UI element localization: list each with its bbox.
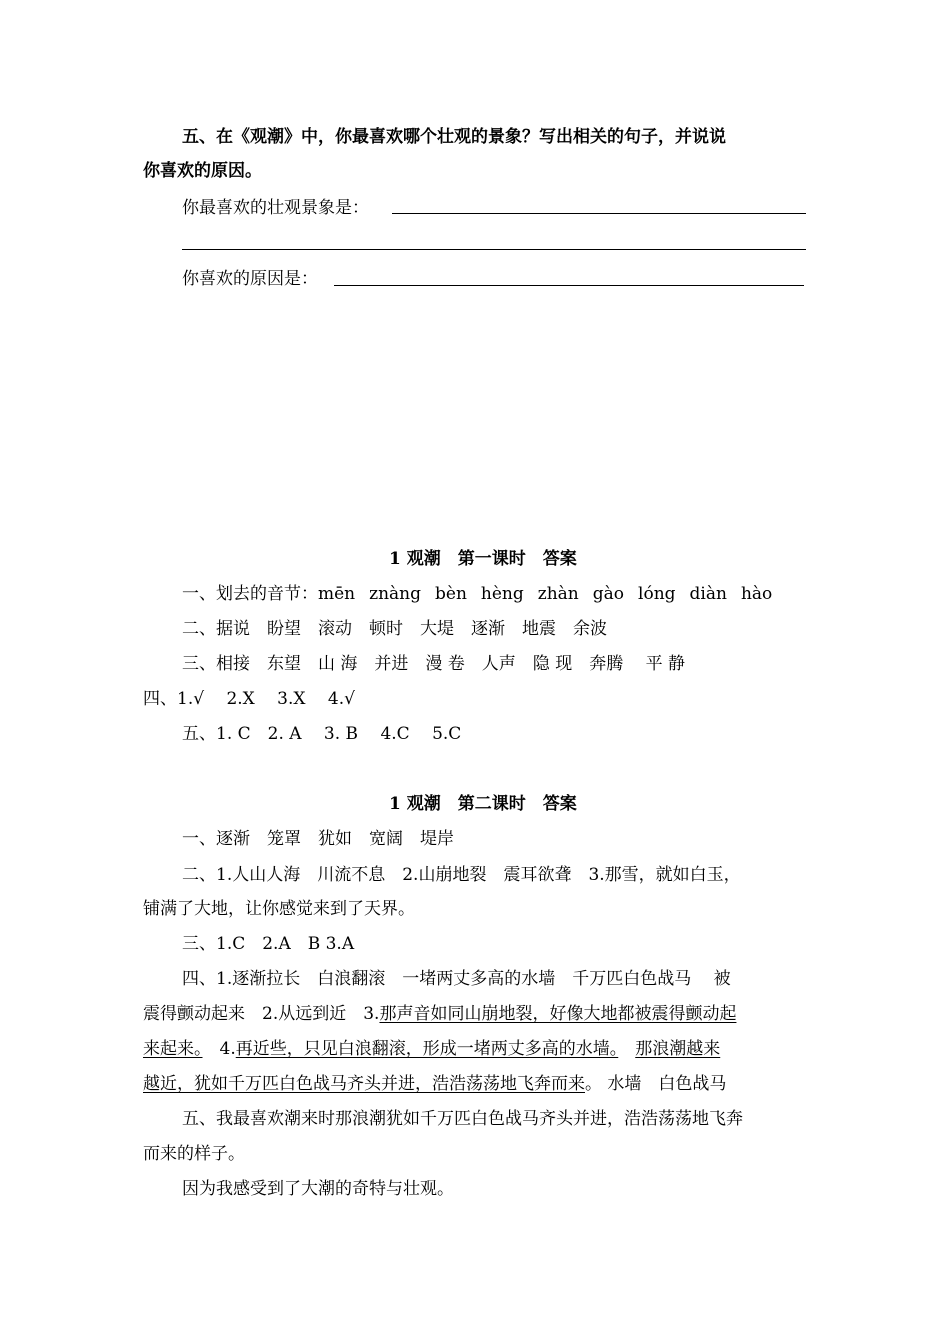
underlined-sentence: 越近，犹如千万匹白色战马齐头并进，浩浩荡荡地飞奔而来: [143, 1074, 585, 1094]
answer-1-q3: 三、相接 东望 山 海 并进 漫 卷 人声 隐 现 奔腾 平 静: [182, 654, 686, 674]
syllable: hèng: [480, 584, 524, 604]
question-5-line-1: 五、在《观潮》中，你最喜欢哪个壮观的景象？写出相关的句子，并说说: [182, 127, 726, 147]
answer-2-q3: 三、1.C 2.A B 3.A: [182, 934, 355, 954]
syllable: zhàn: [537, 584, 579, 604]
answer-1-q4: 四、1.√ 2.X 3.X 4.√: [143, 689, 355, 709]
syllable: lóng: [638, 584, 676, 604]
answer-2-q1: 一、逐渐 笼罩 犹如 宽阔 堤岸: [182, 829, 454, 849]
syllable: bèn: [435, 584, 467, 604]
answer-1-title: 1 观潮 第一课时 答案: [389, 549, 577, 569]
answer-2-q4-line-4: [143, 1073, 726, 1095]
q4-text: [618, 1039, 635, 1059]
underlined-sentence: 那浪潮越来: [635, 1039, 721, 1059]
answer-2-q5-line-1: 五、我最喜欢潮来时那浪潮犹如千万匹白色战马齐头并进，浩浩荡荡地飞奔: [182, 1109, 743, 1129]
answer-1-q5: 五、1. C 2. A 3. B 4.C 5.C: [182, 724, 462, 744]
syllable: hào: [740, 584, 773, 604]
answer-1-q1-label: 一、划去的音节：: [182, 584, 318, 604]
reason-answer-line[interactable]: [334, 285, 804, 286]
answer-2-q4-line-3: [143, 1038, 720, 1060]
question-5-line-2: 你喜欢的原因。: [143, 161, 262, 181]
underlined-sentence: 那声音如同山崩地裂，好像大地都被震得颤动起: [379, 1004, 737, 1024]
pinyin-syllables: [318, 584, 772, 604]
answer-2-q5-line-3: 因为我感受到了大潮的奇特与壮观。: [182, 1179, 454, 1199]
answer-2-q2-line-1: 二、1.人山人海 川流不息 2.山崩地裂 震耳欲聋 3.那雪，就如白玉，: [182, 865, 741, 885]
q4-text: 震得颤动起来 2.从远到近 3.: [143, 1004, 380, 1024]
answer-1-q1: [182, 583, 772, 605]
underlined-sentence: 来起来。: [143, 1039, 203, 1059]
syllable: gào: [592, 584, 625, 604]
syllable: znàng: [369, 584, 422, 604]
reason-field-label: 你喜欢的原因是：: [182, 269, 318, 289]
syllable: diàn: [689, 584, 727, 604]
syllable: mēn: [318, 584, 356, 604]
answer-2-q4-line-2: [143, 1003, 736, 1025]
q4-text: 。 水墙 白色战马: [585, 1074, 727, 1094]
answer-2-q5-line-2: 而来的样子。: [143, 1144, 245, 1164]
underlined-sentence: 再近些，只见白浪翻滚，形成一堵两丈多高的水墙。: [235, 1039, 619, 1059]
q4-text: 4.: [202, 1039, 236, 1059]
scene-answer-line[interactable]: [392, 213, 806, 214]
answer-2-q4-line-1: 四、1.逐渐拉长 白浪翻滚 一堵两丈多高的水墙 千万匹白色战马 被: [182, 969, 731, 989]
answer-2-q2-line-2: 铺满了大地，让你感觉来到了天界。: [143, 899, 415, 919]
answer-2-title: 1 观潮 第二课时 答案: [389, 794, 577, 814]
scene-answer-line-2[interactable]: [182, 249, 806, 250]
answer-1-q2: 二、据说 盼望 滚动 顿时 大堤 逐渐 地震 余波: [182, 619, 607, 639]
scene-field-label: 你最喜欢的壮观景象是：: [182, 198, 369, 218]
